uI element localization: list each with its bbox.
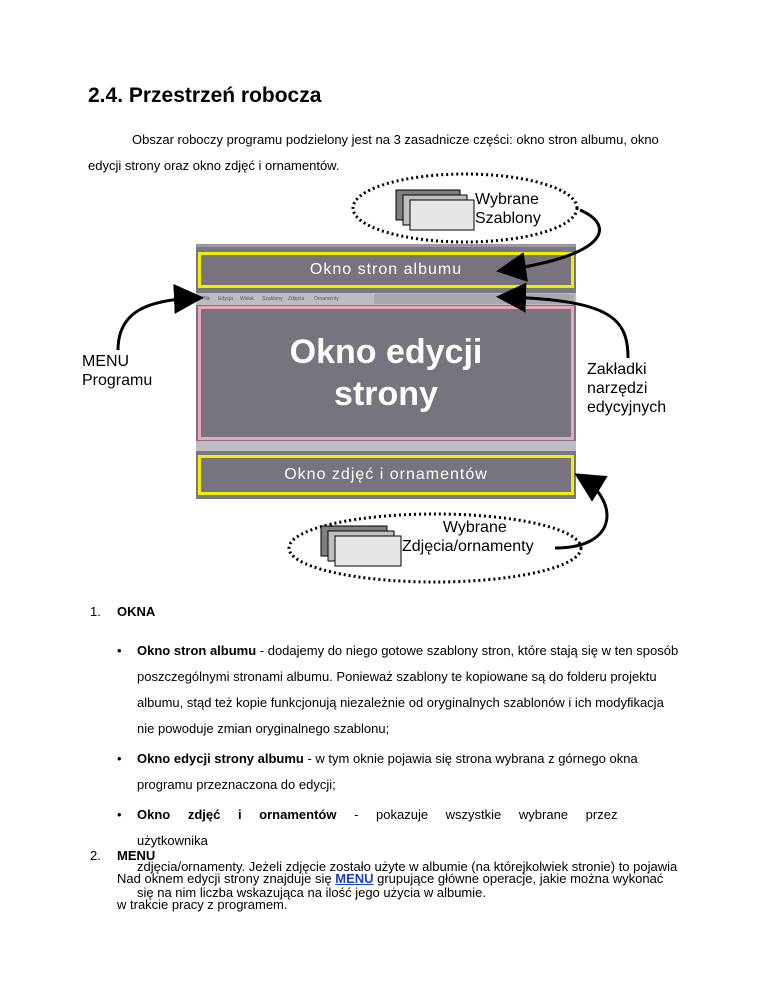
bullet-text: - pokazuje wszystkie wybrane przez użytkownika [137, 807, 618, 848]
menu-text: Nad oknem edycji strony znajduje się [117, 871, 336, 886]
bullet-text: nie powoduje zmian oryginalnego szablonu; [137, 721, 390, 736]
selected-templates-line-2: Szablony [475, 210, 541, 227]
menu-program-line-1: MENU [82, 353, 130, 370]
list-number-2: 2. [90, 848, 101, 863]
photos-ornaments-window-label: Okno zdjęć i ornamentów [284, 466, 488, 483]
page-edit-window-label-1: Okno edycji [289, 333, 483, 371]
menu-program-line-2: Programu [82, 372, 153, 389]
menu-link[interactable]: MENU [335, 871, 374, 886]
bullet-dot: • [117, 643, 122, 658]
editing-tabs-line-1: Zakładki [587, 361, 647, 378]
bullet-text: zdjęcia/ornamenty. Jeżeli zdjęcie zostało użyte w albumie (na którejkolwiek stronie) to pojawia [137, 859, 678, 874]
page-edit-window-label-2: strony [334, 375, 438, 413]
bullet-page-edit [117, 746, 687, 798]
section-heading: 2.4. Przestrzeń robocza [88, 84, 322, 107]
bullet-text: albumu, stąd też kopie funkcjonują niezależnie od oryginalnych szablonów i ich modyfikacja [137, 695, 664, 710]
intro-line-2: edycji strony oraz okno zdjęć i ornamentów. [88, 158, 340, 173]
list-title-menu: MENU [117, 848, 156, 863]
bullet-term: Okno edycji strony albumu [137, 751, 304, 766]
album-pages-window-label: Okno stron albumu [309, 261, 463, 278]
editing-tabs-line-3: edycyjnych [587, 399, 667, 416]
bullet-dot: • [117, 751, 122, 766]
program-menu-bar: Plik Edycja Widok Szablony Zdjęcia Ornamenty [196, 293, 576, 305]
bullet-term: Okno zdjęć i ornamentów [137, 807, 337, 822]
intro-line-1: Obszar roboczy programu podzielony jest na 3 zasadnicze części: okno stron albumu, okno [132, 132, 659, 147]
bullet-dot: • [117, 807, 122, 822]
menu-paragraph [117, 866, 687, 918]
bullet-album-pages [117, 638, 687, 742]
selected-photos-line-1: Wybrane [442, 519, 507, 536]
selected-templates-line-1: Wybrane [475, 191, 539, 208]
list-title-okna: OKNA [117, 604, 156, 619]
bullet-term: Okno stron albumu [137, 643, 257, 658]
selected-photos-line-2: Zdjęcia/ornamenty [402, 538, 534, 555]
menu-text: grupujące główne operacje, jakie można wykonać [373, 871, 664, 886]
editing-tabs-line-2: narzędzi [587, 380, 648, 397]
bullet-text: programu przeznaczona do edycji; [137, 777, 336, 792]
bullet-text: - dodajemy do niego gotowe szablony stron, które stają się w ten sposób [256, 643, 679, 658]
bullet-text: poszczególnymi stronami albumu. Ponieważ szablony te kopiowane są do folderu projektu [137, 669, 657, 684]
list-number-1: 1. [90, 604, 101, 619]
bullet-text: - w tym oknie pojawia się strona wybrana z górnego okna [303, 751, 638, 766]
menu-text: w trakcie pracy z programem. [117, 897, 288, 912]
bullet-text: się na nim liczba wskazująca na ilość jego użycia w albumie. [137, 885, 486, 900]
